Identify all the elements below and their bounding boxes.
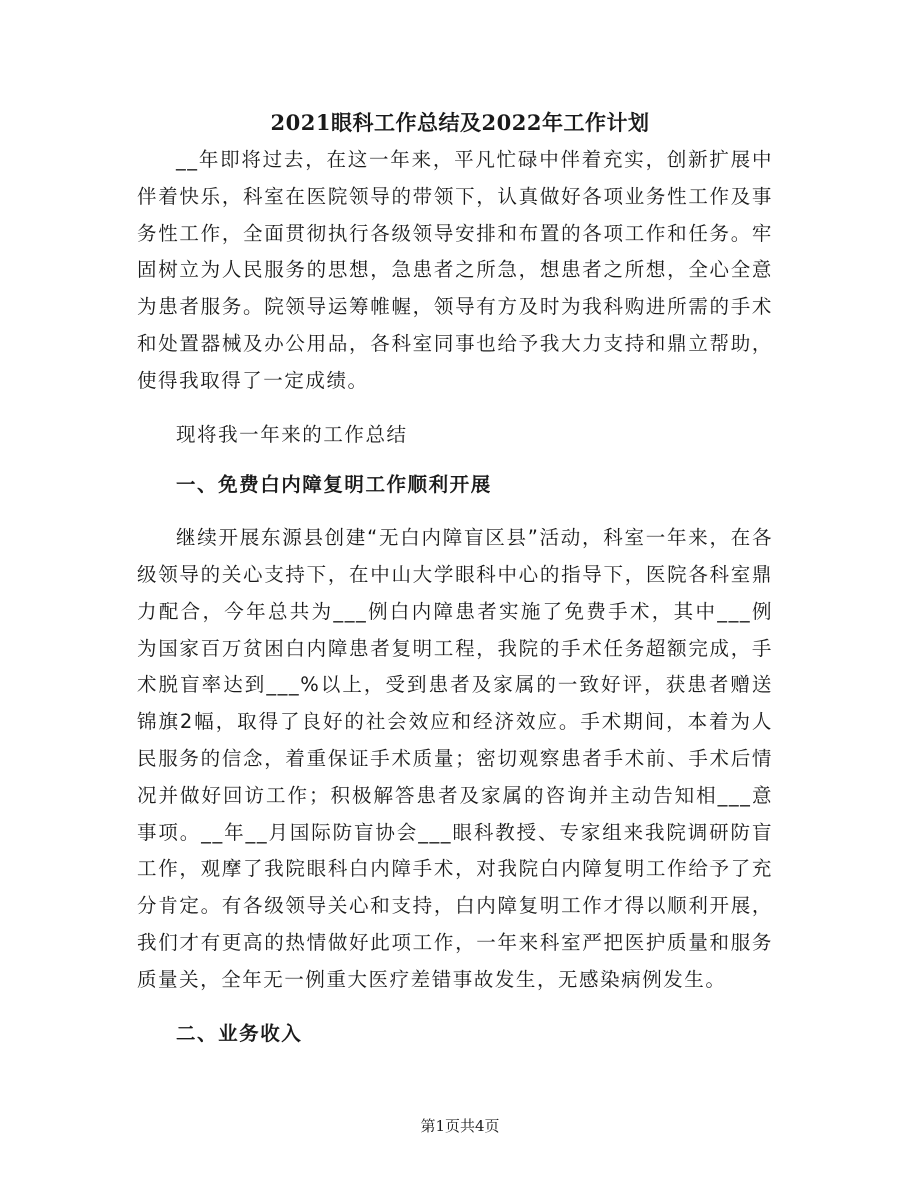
- intro-paragraph: __年即将过去，在这一年来，平凡忙碌中伴着充实，创新扩展中伴着快乐，科室在医院领导的带领下，认真做好各项业务性工作及事务性工作，全面贯彻执行各级领导安排和布置的各项工作和任务。牢固树立为人民服务的思想，急患者之所急，想患者之所想，全心全意为患者服务。院领导运筹帷幄，领导有方及时为我科购进所需的手术和处置器械及办公用品，各科室同事也给予我大力支持和鼎立帮助，使得我取得了一定成绩。: [137, 148, 773, 392]
- document-body: [137, 142, 773, 1068]
- document-title: 2021眼科工作总结及2022年工作计划: [270, 110, 650, 135]
- section-heading-2: 二、业务收入: [176, 1021, 303, 1045]
- summary-lead-paragraph: 现将我一年来的工作总结: [176, 422, 408, 446]
- section-heading-1: 一、免费白内障复明工作顺利开展: [176, 473, 492, 497]
- page-number-footer: 第1页共4页: [420, 1117, 500, 1135]
- section-1-paragraph: 继续开展东源县创建“无白内障盲区县”活动，科室一年来，在各级领导的关心支持下，在中山大学眼科中心的指导下，医院各科室鼎力配合，今年总共为___例白内障患者实施了免费手术，其中___例为国家百万贫困白内障患者复明工程，我院的手术任务超额完成，手术脱盲率达到___%以上，受到患者及家属的一致好评，获患者赠送锦旗2幅，取得了良好的社会效应和经济效应。手术期间，本着为人民服务的信念，着重保证手术质量；密切观察患者手术前、手术后情况并做好回访工作；积极解答患者及家属的咨询并主动告知相___意事项。__年__月国际防盲协会___眼科教授、专家组来我院调研防盲工作，观摩了我院眼科白内障手术，对我院白内障复明工作给予了充分肯定。有各级领导关心和支持，白内障复明工作才得以顺利开展，我们才有更高的热情做好此项工作，一年来科室严把医护质量和服务质量关，全年无一例重大医疗差错事故发生，无感染病例发生。: [137, 526, 773, 991]
